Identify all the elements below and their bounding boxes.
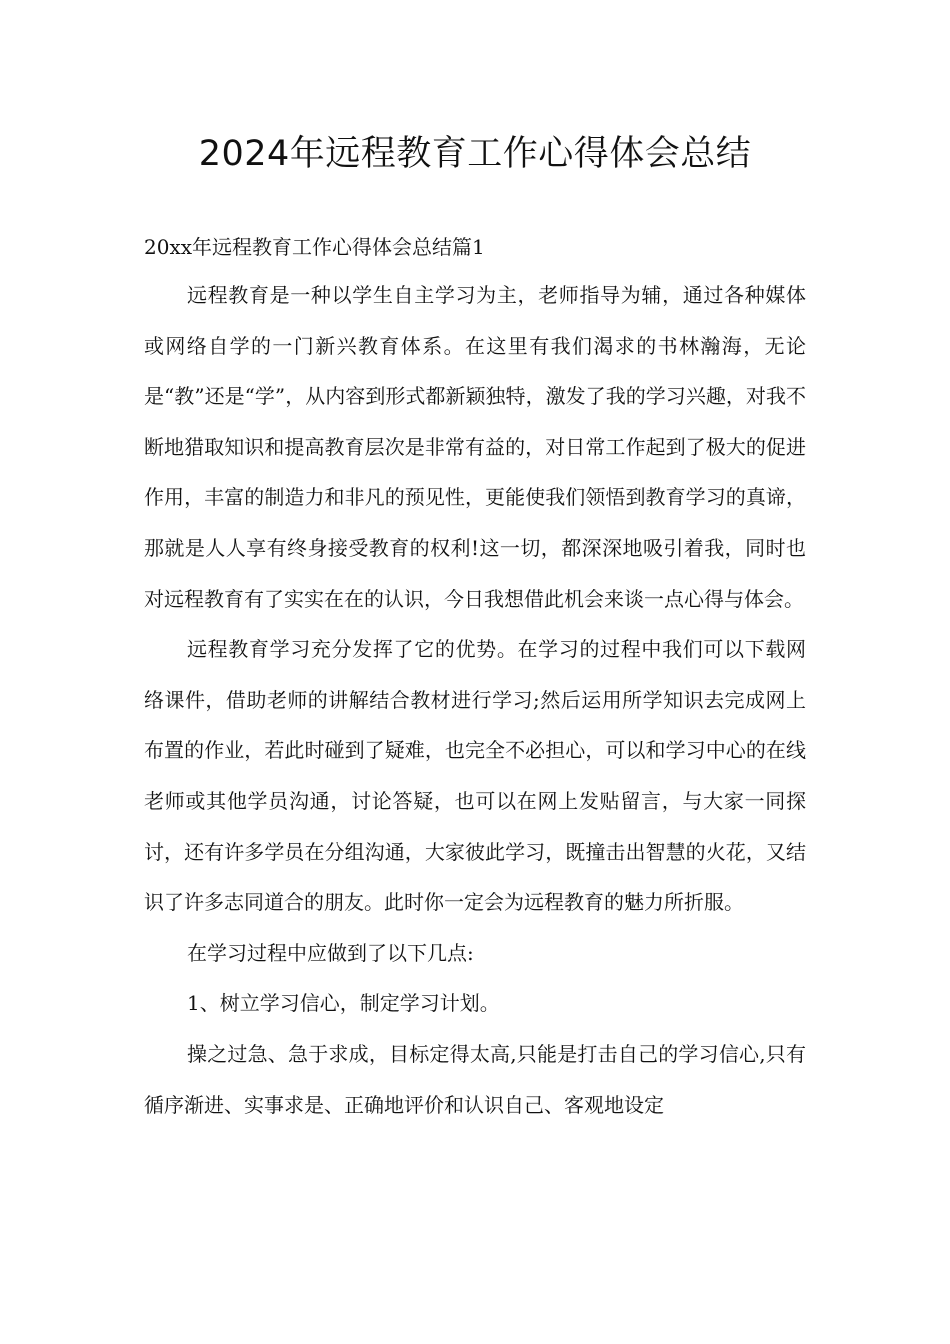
paragraph-advantages: 远程教育学习充分发挥了它的优势。在学习的过程中我们可以下载网络课件，借助老师的讲解结合教材进行学习;然后运用所学知识去完成网上布置的作业，若此时碰到了疑难，也完全不必担心，可以和学习中心的在线老师或其他学员沟通，讨论答疑，也可以在网上发贴留言，与大家一同探讨，还有许多学员在分组沟通，大家彼此学习，既撞击出智慧的火花，又结识了许多志同道合的朋友。此时你一定会为远程教育的魅力所折服。 [144,637,806,915]
paragraph-points-lead: 在学习过程中应做到了以下几点: [187,940,474,965]
section-heading: 20xx年远程教育工作心得体会总结篇1 [144,235,485,259]
document-title: 2024年远程教育工作心得体会总结 [198,134,752,174]
paragraph-intro: 远程教育是一种以学生自主学习为主，老师指导为辅，通过各种媒体或网络自学的一门新兴教育体系。在这里有我们渴求的书林瀚海，无论是“教”还是“学”，从内容到形式都新颖独特，激发了我的学习兴趣，对我不断地猎取知识和提高教育层次是非常有益的，对日常工作起到了极大的促进作用，丰富的制造力和非凡的预见性，更能使我们领悟到教育学习的真谛，那就是人人享有终身接受教育的权利!这一切，都深深地吸引着我，同时也对远程教育有了实实在在的认识，今日我想借此机会来谈一点心得与体会。 [144,283,806,611]
paragraph-confidence: 操之过急、急于求成，目标定得太高,只能是打击自己的学习信心,只有循序渐进、实事求是、正确地评价和认识自己、客观地设定 [144,1041,806,1117]
list-item-1: 1、树立学习信心，制定学习计划。 [187,991,500,1016]
document-body [144,270,806,1130]
